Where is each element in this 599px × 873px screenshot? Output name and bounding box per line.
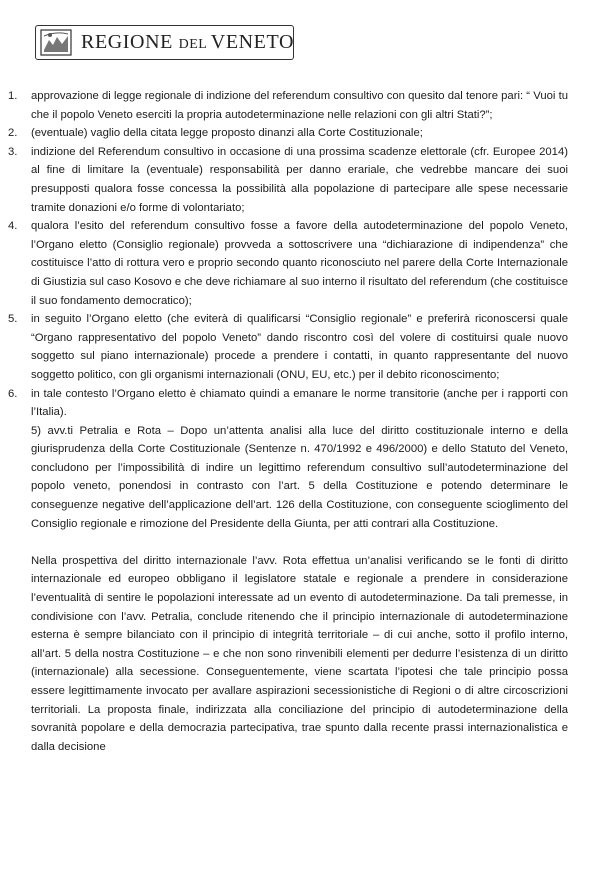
sub-paragraph: 5) avv.ti Petralia e Rota – Dopo un’attenta analisi alla luce del diritto costituzionale interno e della giurisprudenza della Corte Costituzionale (Sentenze n. 470/1992 e 496/2000) e dello Statuto del Veneto, concludono per l’impossibilità di indire un legittimo referendum consultivo sull’autodeterminazione del popolo veneto, ponendosi in contrasto con l’art. 5 della Costituzione e potendo determinare le conseguenze negative dell’applicazione dell’art. 126 della Costituzione, con conseguente scioglimento del Consiglio regionale e rimozione del Presidente della Giunta, per atti contrari alla Costituzione.	[31, 424, 568, 530]
list-item-number: 1.	[8, 90, 18, 102]
list-item	[8, 143, 568, 217]
regione-veneto-logo	[35, 25, 294, 60]
body-paragraph: Nella prospettiva del diritto internazionale l’avv. Rota effettua un’analisi verificando se le fonti di diritto internazionale ed europeo obbligano il legislatore statale e regionale a prendere in considerazione l’eventualità di sentire le popolazioni interessate ad un evento di autodeterminazione. Da tali premesse, in condivisione con l’avv. Petralia, conclude ritenendo che il principio internazionale di autodeterminazione esterna è sempre bilanciato con il principio di integrità territoriale – di cui anche, sotto il profilo interno, all’art. 5 della nostra Costituzione – e che non sono rinvenibili elementi per dedurre l’esistenza di un diritto (internazionale) alla secessione. Conseguentemente, viene scartata l’ipotesi che tale principio possa essere legittimamente invocato per avallare aspirazioni secessionistiche di Regioni o di altre circoscrizioni territoriali. La proposta finale, indirizzata alla conciliazione del principio di autodeterminazione della sovranità popolare e della democrazia partecipativa, trae spunto dalla recente prassi internazionalistica e dalla decisione	[31, 554, 568, 753]
document-body	[8, 87, 568, 756]
list-item-text: in seguito l’Organo eletto (che eviterà di qualificarsi “Consiglio regionale” e preferirà riconoscersi quale “Organo rappresentativo del popolo Veneto” dando riscontro così del volere di costituirsi quale nuovo soggetto sul piano internazionale) procede a prendere i contatti, in quanto rappresentante del nuovo soggetto politico, con gli organismi internazionali (ONU, EU, etc.) per il debito riconoscimento;	[31, 313, 568, 381]
regional-crest-icon	[39, 28, 73, 57]
list-item-number: 6.	[8, 387, 18, 400]
list-item-number: 2.	[8, 127, 18, 140]
logo-title: REGIONE DEL VENETO	[81, 31, 295, 53]
list-item-number: 5.	[8, 313, 18, 326]
numbered-list	[8, 87, 568, 422]
list-item-text: approvazione di legge regionale di indizione del referendum consultivo con quesito dal tenore pari: “ Vuoi tu che il popolo Veneto eserciti la propria autodeterminazione nelle relazioni con gli altri Stati?”;	[31, 90, 568, 121]
list-item-number: 4.	[8, 220, 18, 233]
list-item	[8, 87, 568, 124]
list-item-text: qualora l’esito del referendum consultivo fosse a favore della autodeterminazione del popolo Veneto, l’Organo eletto (Consiglio regionale) provveda a sottoscrivere una “dichiarazione di indipendenza” che costituisce l’atto di rottura vero e proprio secondo quanto riconosciuto nel parere della Corte Internazionale di Giustizia sul caso Kosovo e che deve richiamare al suo interno il risultato del referendum (che costituisce il suo fondamento democratico);	[31, 220, 568, 307]
list-item	[8, 124, 568, 143]
list-item-text: indizione del Referendum consultivo in occasione di una prossima scadenze elettorale (cfr. Europee 2014) al fine di limitare la (eventuale) responsabilità per danno erariale, che vedrebbe mancare dei suoi presupposti qualora fosse concessa la possibilità alla popolazione di partecipare alle spese necessarie tramite donazioni e/o forme di volontariato;	[31, 145, 568, 214]
list-item	[8, 310, 568, 384]
list-item-text: (eventuale) vaglio della citata legge proposto dinanzi alla Corte Costituzionale;	[31, 127, 423, 140]
list-item-number: 3.	[8, 145, 18, 158]
list-item	[8, 217, 568, 310]
list-item	[8, 385, 568, 422]
list-item-text: in tale contesto l’Organo eletto è chiamato quindi a emanare le norme transitorie (anche per i rapporti con l’Italia).	[31, 387, 568, 419]
